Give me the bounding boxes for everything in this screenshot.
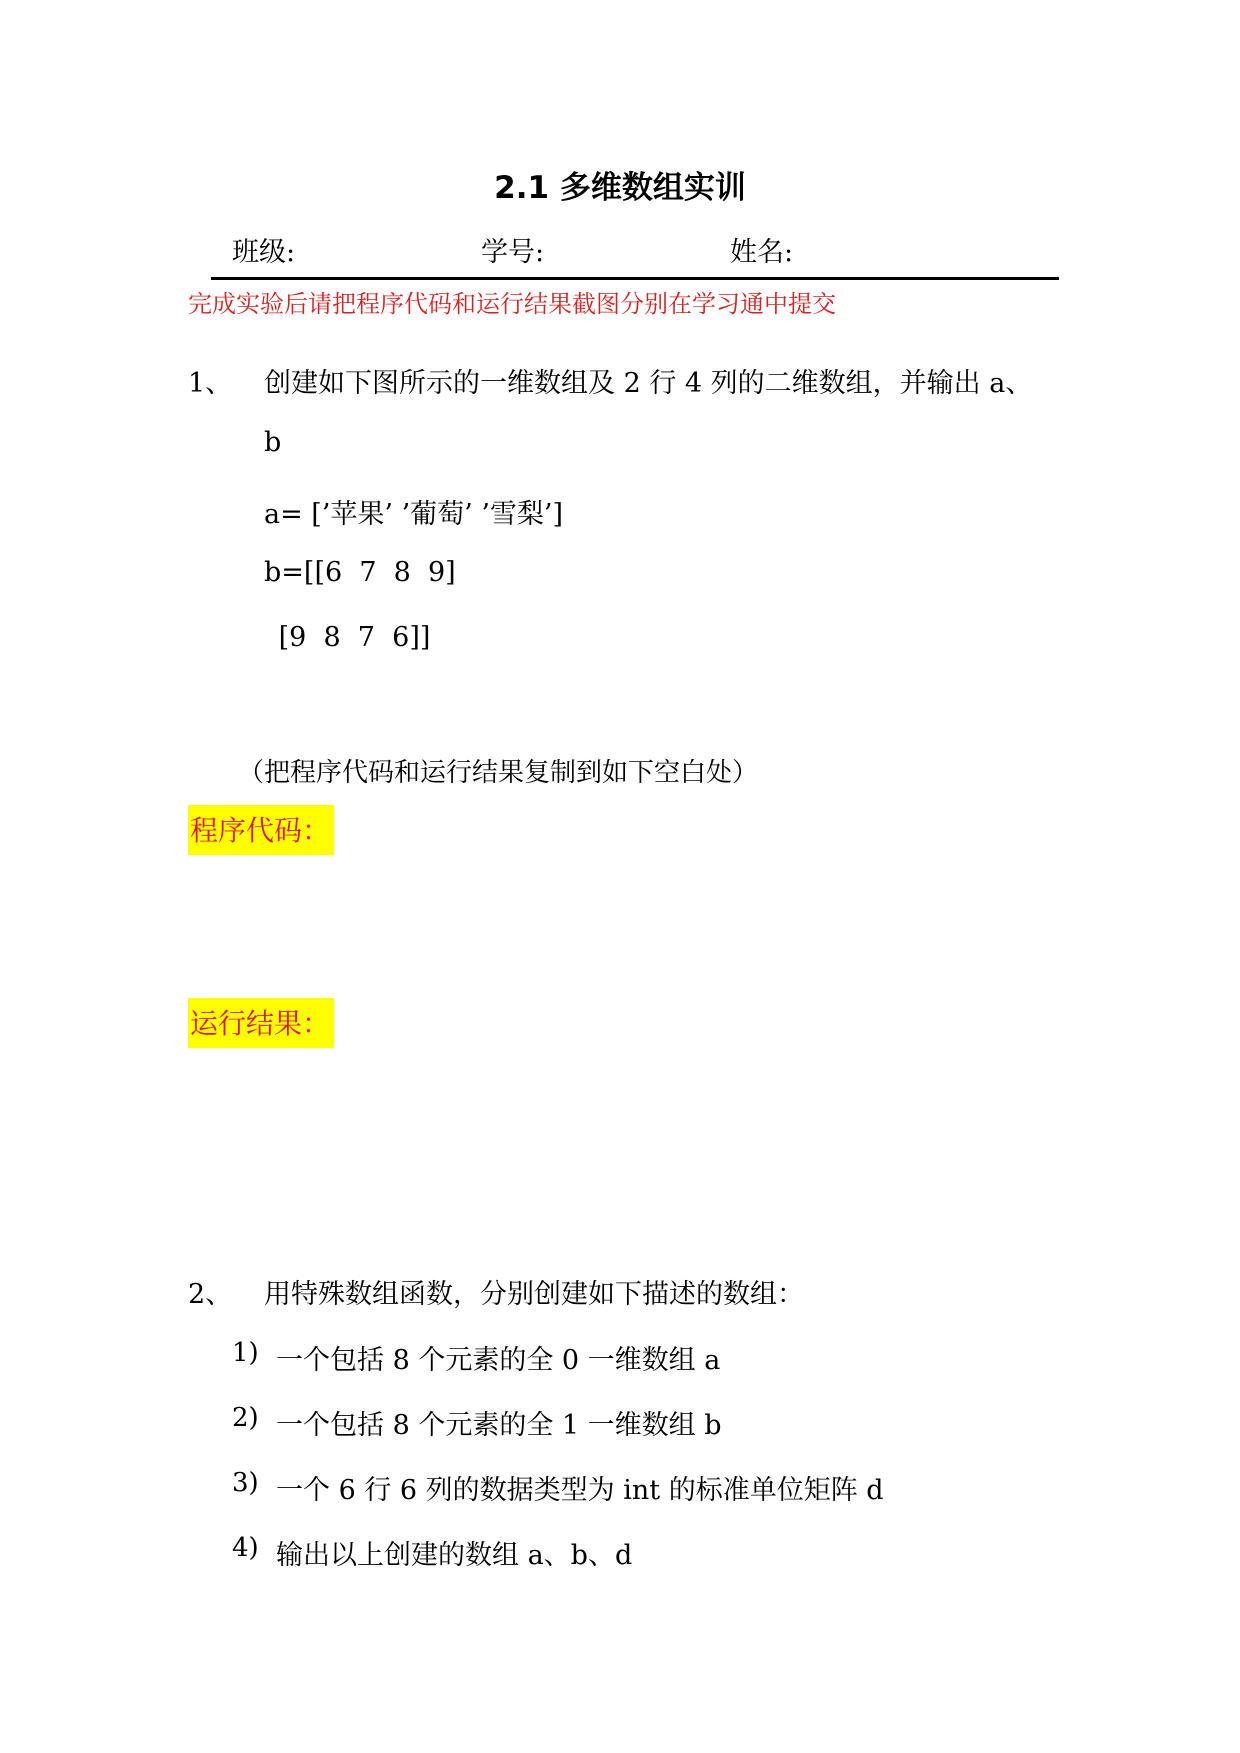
item-1-text: 一个包括 8 个元素的全 0 一维数组 a (276, 1345, 721, 1376)
student-id-field-label: 学号: (481, 237, 545, 268)
question-2-number: 2、 (188, 1279, 233, 1310)
item-3-text: 一个 6 行 6 列的数据类型为 int 的标准单位矩阵 d (276, 1475, 884, 1506)
item-2-text: 一个包括 8 个元素的全 1 一维数组 b (276, 1410, 722, 1441)
submission-notice: 完成实验后请把程序代码和运行结果截图分别在学习通中提交 (188, 290, 836, 318)
item-2-number: 2) (232, 1403, 259, 1433)
item-4-text: 输出以上创建的数组 a、b、d (276, 1540, 633, 1571)
class-field-label: 班级: (232, 237, 296, 268)
page-title: 2.1 多维数组实训 (494, 170, 746, 206)
item-1-number: 1) (232, 1338, 259, 1368)
paste-instruction: （把程序代码和运行结果复制到如下空白处） (238, 758, 759, 788)
item-4-number: 4) (232, 1533, 259, 1563)
array-b-definition-row-2: [9 8 7 6]] (270, 622, 431, 653)
code-section-label: 程序代码： (188, 805, 334, 855)
array-a-definition: a= [’苹果’ ’葡萄’ ’雪梨’] (264, 499, 564, 530)
header-divider (211, 277, 1059, 280)
question-1-number: 1、 (188, 368, 233, 399)
question-1-text-continued: b (264, 427, 282, 458)
question-2-text: 用特殊数组函数，分别创建如下描述的数组： (264, 1279, 804, 1310)
question-1-text: 创建如下图所示的一维数组及 2 行 4 列的二维数组，并输出 a、 (264, 368, 1033, 399)
result-section-label: 运行结果： (188, 998, 334, 1048)
name-field-label: 姓名: (730, 237, 794, 268)
item-3-number: 3) (232, 1468, 259, 1498)
array-b-definition-row-1: b=[[6 7 8 9] (264, 557, 456, 588)
